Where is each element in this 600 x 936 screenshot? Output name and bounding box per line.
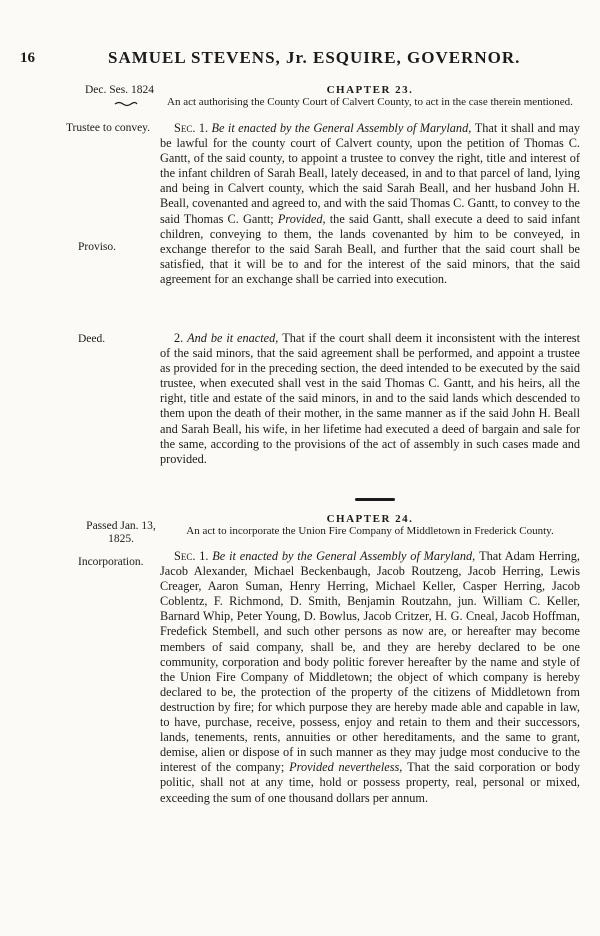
enacting-clause: Be it enacted by the General Assembly of Maryland, xyxy=(212,549,480,563)
margin-note-proviso: Proviso. xyxy=(78,241,117,253)
chapter-24-title: An act to incorporate the Union Fire Company of Middletown in Frederick County. xyxy=(186,525,554,537)
margin-note-incorporation: Incorporation. xyxy=(78,556,144,568)
section-text: That the said corporation or body politic, shall not at any time, hold or possess property, real, personal or mixed, exceeding the sum of one thousand dollars per annum. xyxy=(160,760,580,805)
margin-note-session: Dec. Ses. 1824 xyxy=(85,84,154,96)
running-head: SAMUEL STEVENS, Jr. ESQUIRE, GOVERNOR. xyxy=(108,48,521,67)
section-text: That if the court shall deem it inconsistent with the interest of the said minors, that the said agreement shall be performed, and appoint a trustee as provided for in the preceding section, the deed intended to be executed by the said trustee, when executed shall vest in the said Thomas C. Gantt, and his heirs, all the right, title and estate of the said minors, in and to the said lands which descended to them upon the death of their mother, in the same manner as if the said John H. Beall and Sarah Beall, his wife, in her lifetime had executed a deed of bargain and sale for the same, according to the provisions of the act of assembly in such cases made and provided. xyxy=(160,331,581,466)
chapter-23-section-1 xyxy=(160,121,580,287)
margin-note-deed: Deed. xyxy=(78,333,106,345)
chapter-24-section-1 xyxy=(160,549,580,806)
page-header xyxy=(20,48,586,68)
enacting-clause: Be it enacted by the General Assembly of Maryland, xyxy=(211,121,475,135)
section-text: That Adam Herring, Jacob Alexander, Michael Beckenbaugh, Jacob Routzeng, Jacob Herring, Lewis Creager, Aaron Suman, Henry Herring, Michael Keller, Casper Herring, Jacob Coblentz, F. Richmond, D. Smith, Benjamin Routzahn, jun. William C. Keller, Barnard Whip, Peter Young, D. Bowlus, Jacob Critzer, H. G. Cneal, Jacob Hoffman, Fredefick Stembell, and such other persons as now are, or hereafter may become members of said company, shall be, and they are hereby declared to be one community, corporation and body politic forever hereafter by the name and style of the Union Fire Company of Middletown; the object of which company is hereby declared to be, the protection of the property of the citizens of Middletown from destruction by fire; for which purpose they are hereby made able and capable in law, to have, purchase, receive, possess, enjoy and retain to them and their successors, lands, tenements, rents, annuities or other hereditaments, and the same to grant, demise, alien or dispose of in such manner as they may judge most conducive to the interest of the company; xyxy=(160,549,580,775)
section-number: Sec. 1. xyxy=(174,549,213,563)
proviso-clause: Provided, xyxy=(277,211,330,226)
section-text: That it shall and may be lawful for the county court of Calvert county, upon the petition of Thomas C. Gantt, of the said county, to appoint a trustee to convey the right, title and interest of the infant children of Sarah Beall, lately deceased, in and to that parcel of land, lying and being in Calvert county, which the said Sarah Beall, and her husband John H. Beall, covenanted and agreed to, and with the said Thomas C. Gantt, to convey to the said Thomas C. Gantt; xyxy=(160,121,580,226)
proviso-clause: Provided nevertheless, xyxy=(289,760,408,775)
squiggle-ornament xyxy=(114,101,138,107)
section-number: Sec. 1. xyxy=(174,121,212,135)
enacting-clause: And be it enacted, xyxy=(187,331,283,345)
page-number: 16 xyxy=(20,50,35,66)
section-number: 2. xyxy=(174,331,188,345)
section-text: the said Gantt, shall execute a deed to said infant children, conveying to them, the lands covenanted by him to be conveyed, in exchange therefor to the said Sarah Beall, and further that the said court shall be satisfied, that it will be to and for the interest of the said minors, that the said agreement for an exchange shall be carried into execution. xyxy=(160,211,580,286)
margin-note-passed: Passed Jan. 13, 1825. xyxy=(86,520,156,545)
section-divider xyxy=(355,498,395,501)
chapter-23-title: An act authorising the County Court of Calvert County, to act in the case therein mentioned. xyxy=(167,96,573,108)
chapter-23-section-2 xyxy=(160,331,580,467)
chapter-23-heading: CHAPTER 23. xyxy=(326,84,414,96)
margin-note-trustee: Trustee to convey. xyxy=(65,122,151,134)
chapter-24-heading: CHAPTER 24. xyxy=(326,513,414,525)
